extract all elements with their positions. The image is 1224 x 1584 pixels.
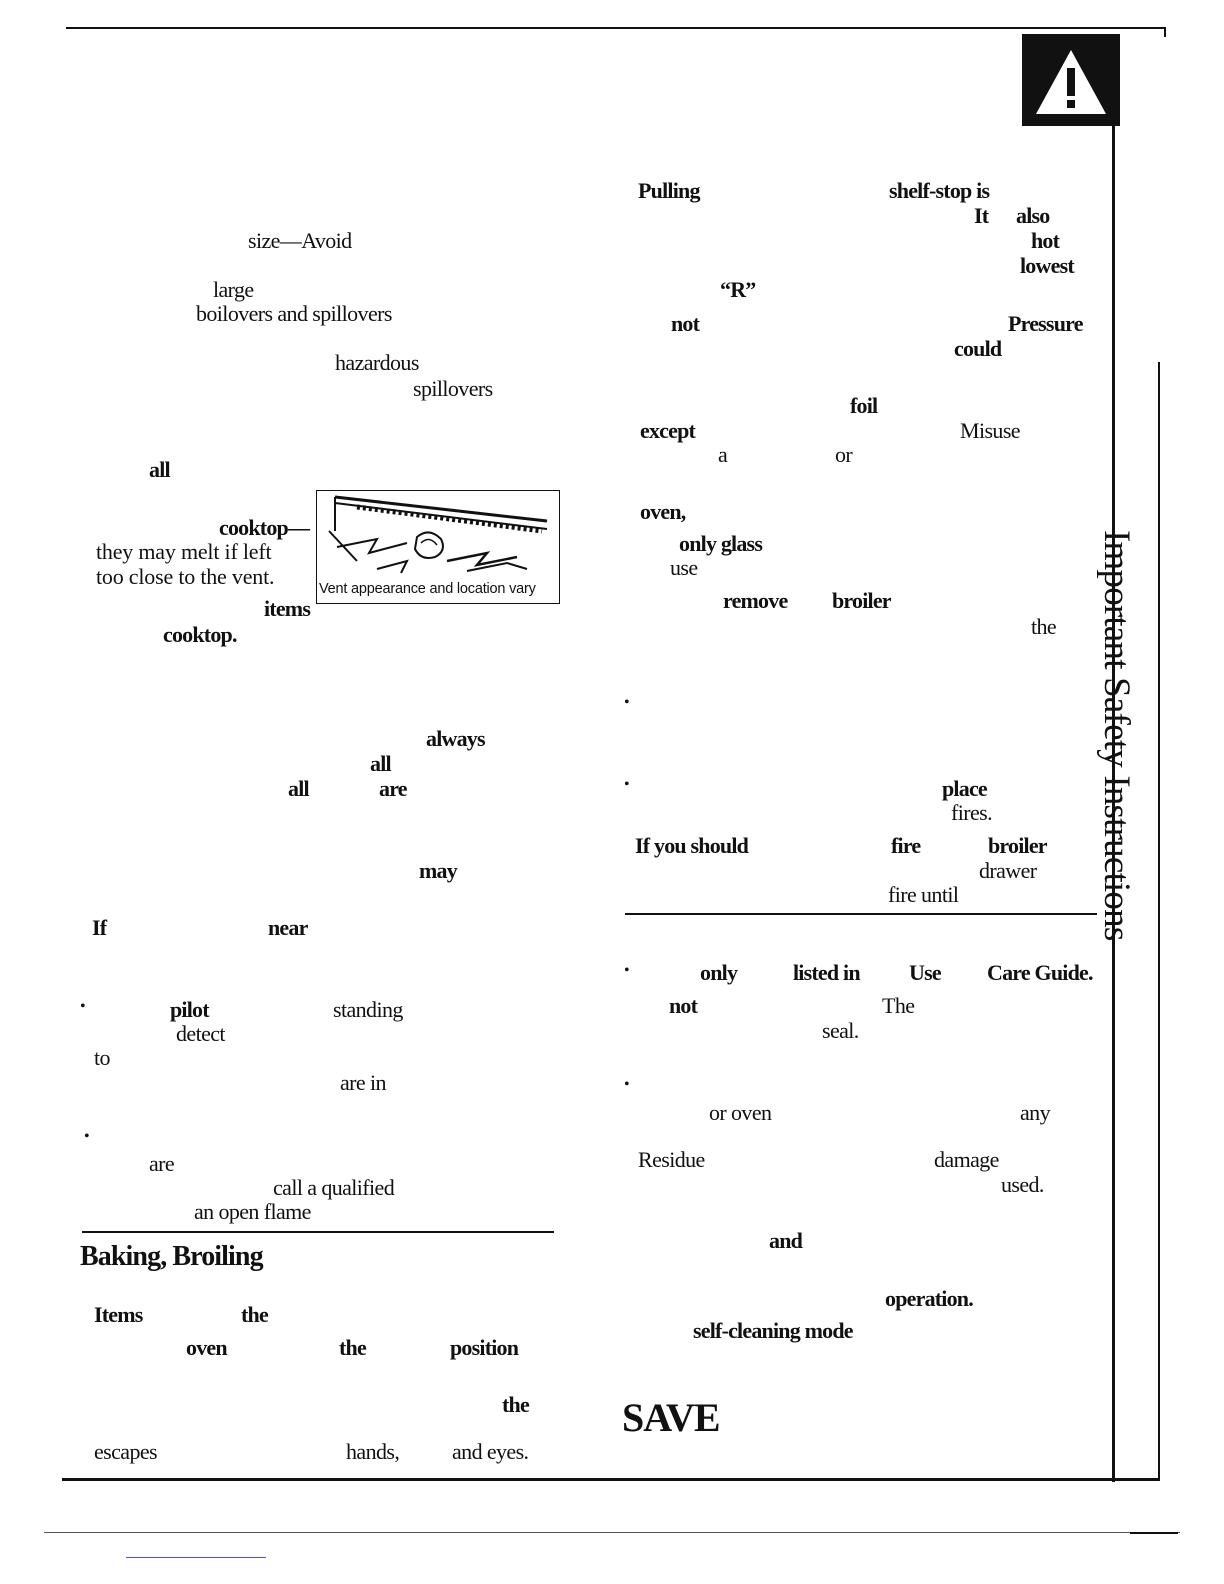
left-text: are	[149, 1151, 175, 1176]
right-section-rule	[625, 913, 1097, 915]
right-text: use	[670, 555, 698, 580]
right-text: Misuse	[960, 418, 1020, 443]
left-text: size—Avoid	[248, 228, 352, 253]
bullet: •	[80, 998, 86, 1015]
right-text: also	[1016, 203, 1050, 228]
left-text: all	[149, 457, 170, 482]
right-text: Pulling	[638, 178, 700, 203]
left-text: boilovers and spillovers	[196, 301, 392, 326]
bottom-rule	[62, 1478, 1160, 1481]
warning-icon-box	[1022, 34, 1120, 126]
left-text: may	[419, 858, 457, 883]
right-text: or	[835, 442, 853, 467]
right-text: oven,	[640, 499, 686, 524]
right-text: Care Guide.	[987, 960, 1093, 985]
footer-link-underline	[126, 1557, 266, 1558]
left-text: items	[264, 596, 311, 621]
right-text: remove	[723, 588, 788, 613]
right-text: fire until	[888, 882, 959, 907]
left-text: escapes	[94, 1439, 157, 1464]
right-text: lowest	[1020, 253, 1074, 278]
right-text: damage	[934, 1147, 999, 1172]
left-text: large	[213, 277, 254, 302]
sidebar-edge-line	[1158, 362, 1160, 1480]
vent-illustration	[317, 491, 559, 579]
right-text: only glass	[679, 531, 763, 556]
right-text: listed in	[793, 960, 860, 985]
bullet: •	[624, 694, 630, 711]
bullet: •	[624, 1076, 630, 1093]
left-text: cooktop—	[219, 515, 310, 540]
left-text: hands,	[346, 1439, 400, 1464]
right-text: It	[974, 203, 989, 228]
section-heading: Baking, Broiling	[80, 1241, 263, 1272]
right-text: hot	[1031, 228, 1060, 253]
left-text: are in	[340, 1070, 386, 1095]
left-text: near	[268, 915, 308, 940]
right-text: place	[942, 776, 987, 801]
left-text: and eyes.	[452, 1439, 529, 1464]
right-text: The	[882, 993, 915, 1018]
figure-caption: Vent appearance and location vary	[319, 581, 536, 597]
bullet: •	[624, 776, 630, 793]
left-text: an open flame	[194, 1199, 311, 1224]
right-text: could	[954, 336, 1002, 361]
left-text: all	[288, 776, 309, 801]
right-text: any	[1020, 1100, 1050, 1125]
right-text: broiler	[832, 588, 891, 613]
right-text: fire	[891, 833, 921, 858]
right-text: a	[718, 442, 728, 467]
right-text: the	[1031, 614, 1057, 639]
left-text: position	[450, 1335, 519, 1360]
right-text: Pressure	[1008, 311, 1083, 336]
left-text: If	[92, 915, 107, 940]
right-text: self-cleaning mode	[693, 1318, 853, 1343]
left-text: they may melt if left	[96, 539, 272, 564]
left-text: too close to the vent.	[96, 564, 275, 589]
right-text: used.	[1001, 1172, 1044, 1197]
right-text: and	[769, 1228, 803, 1253]
right-text: seal.	[822, 1018, 859, 1043]
left-text: to	[94, 1045, 110, 1070]
right-text: Residue	[638, 1147, 705, 1172]
bullet: •	[624, 962, 630, 979]
left-text: call a qualified	[273, 1175, 395, 1200]
left-text: the	[241, 1302, 268, 1327]
sidebar-title: Important Safety Instructions	[1096, 530, 1137, 941]
left-section-rule	[82, 1231, 554, 1233]
vent-figure	[316, 490, 560, 604]
left-text: Items	[94, 1302, 143, 1327]
right-text: shelf-stop is	[889, 178, 990, 203]
top-rule-tick	[1164, 27, 1166, 37]
right-text: broiler	[988, 833, 1047, 858]
left-text: standing	[333, 997, 403, 1022]
left-text: cooktop.	[163, 622, 237, 647]
right-text: or oven	[709, 1100, 772, 1125]
left-text: detect	[176, 1021, 225, 1046]
right-text: foil	[850, 393, 878, 418]
right-text: except	[640, 418, 696, 443]
left-text: the	[502, 1392, 529, 1417]
right-text: drawer	[979, 858, 1037, 883]
top-rule	[66, 27, 1166, 29]
bullet: •	[84, 1128, 90, 1145]
left-text: the	[339, 1335, 366, 1360]
left-text: are	[379, 776, 407, 801]
right-text: not	[669, 993, 698, 1018]
left-text: hazardous	[335, 350, 419, 375]
footer-tick	[1130, 1532, 1178, 1534]
right-text: “R”	[720, 277, 756, 302]
left-text: oven	[186, 1335, 227, 1360]
save-heading: SAVE	[622, 1395, 720, 1440]
right-text: operation.	[885, 1286, 973, 1311]
right-text: not	[671, 311, 700, 336]
right-text: Use	[909, 960, 941, 985]
left-text: pilot	[170, 997, 209, 1022]
right-text: only	[700, 960, 738, 985]
left-text: all	[370, 751, 391, 776]
warning-triangle-icon	[1022, 34, 1120, 126]
footer-rule	[44, 1532, 1180, 1533]
left-text: spillovers	[413, 376, 493, 401]
right-text: fires.	[951, 800, 992, 825]
right-text: If you should	[635, 833, 749, 858]
left-text: always	[426, 726, 485, 751]
